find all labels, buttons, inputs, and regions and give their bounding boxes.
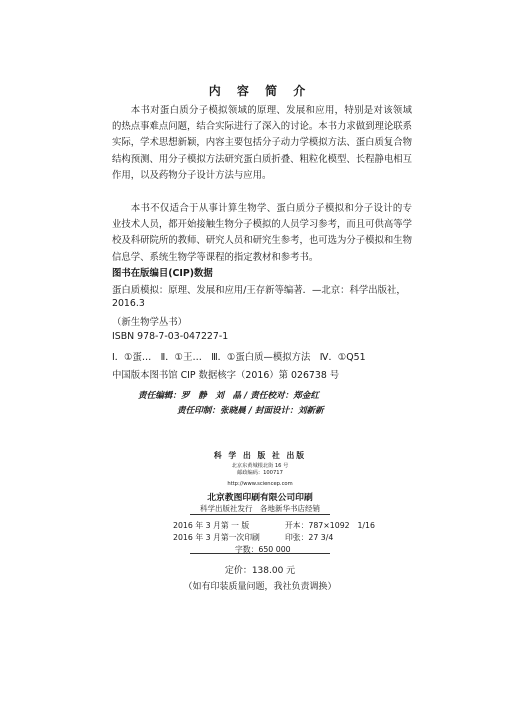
staff-editors: 责任编辑：罗 静 刘 晶 / 责任校对：郑金红	[138, 391, 319, 401]
format-size: 开本：787×1092 1/16	[285, 521, 375, 530]
staff-production: 责任印制：张晓晨 / 封面设计：刘新新	[177, 406, 324, 416]
quality-note: （如有印装质量问题，我社负责调换）	[183, 582, 337, 592]
cip-heading: 图书在版编目(CIP)数据	[112, 268, 213, 279]
printing-date: 2016 年 3 月第一次印刷	[173, 533, 260, 542]
edition-info	[173, 520, 375, 531]
cip-classification: Ⅰ．①蛋… Ⅱ．①王… Ⅲ．①蛋白质—模拟方法 Ⅳ．①Q51	[112, 352, 366, 363]
publisher-postcode: 邮政编码：100717	[237, 470, 283, 476]
cip-line-3: （新生物学丛书）	[112, 317, 188, 328]
price: 定价：138.00 元	[224, 566, 296, 576]
printing-info	[173, 532, 334, 543]
cip-line-1: 蛋白质模拟：原理、发展和应用/王存新等编著．—北京：科学出版社，	[112, 285, 406, 296]
sheet-count: 印张：27 3/4	[285, 533, 334, 542]
word-count: 字数：650 000	[235, 545, 291, 554]
summary-paragraph-2: 本书不仅适合于从事计算生物学、蛋白质分子模拟和分子设计的专业技术人员，都开始接触生物分子模拟的人员学习参考，而且可供高等学校及科研院所的教师、研究人员和研究生参考，也可选为分子模拟和生物信息学、系统生物学等课程的指定教材和参考书。	[112, 203, 413, 263]
summary-title: 内 容 简 介	[208, 84, 312, 98]
publisher-name: 科 学 出 版 社 出版	[213, 451, 307, 460]
cip-record-number: 中国版本图书馆 CIP 数据核字（2016）第 026738 号	[112, 370, 340, 381]
cip-isbn: ISBN 978-7-03-047227-1	[112, 331, 229, 342]
publisher-address: 北京东黄城根北街 16 号	[231, 463, 289, 469]
printer-name: 北京教图印刷有限公司印刷	[207, 493, 313, 503]
divider-rule-bottom	[190, 553, 330, 554]
publisher-website: http://www.sciencep.com	[227, 481, 293, 487]
distribution-info: 科学出版社发行 各地新华书店经销	[200, 504, 320, 513]
edition-date: 2016 年 3 月第 一 版	[173, 521, 250, 530]
cip-line-2: 2016.3	[112, 298, 145, 309]
summary-paragraph-1: 本书对蛋白质分子模拟领域的原理、发展和应用，特别是对该领域的热点事难点问题，结合实际进行了深入的讨论。本书力求做到理论联系实际，学术思想新颖，内容主要包括分子动力学模拟方法、蛋白质复合物结构预测、用分子模拟方法研究蛋白质折叠、粗粒化模型、长程静电相互作用，以及药物分子设计方法与应用。	[112, 105, 413, 181]
divider-rule-top	[190, 514, 330, 515]
